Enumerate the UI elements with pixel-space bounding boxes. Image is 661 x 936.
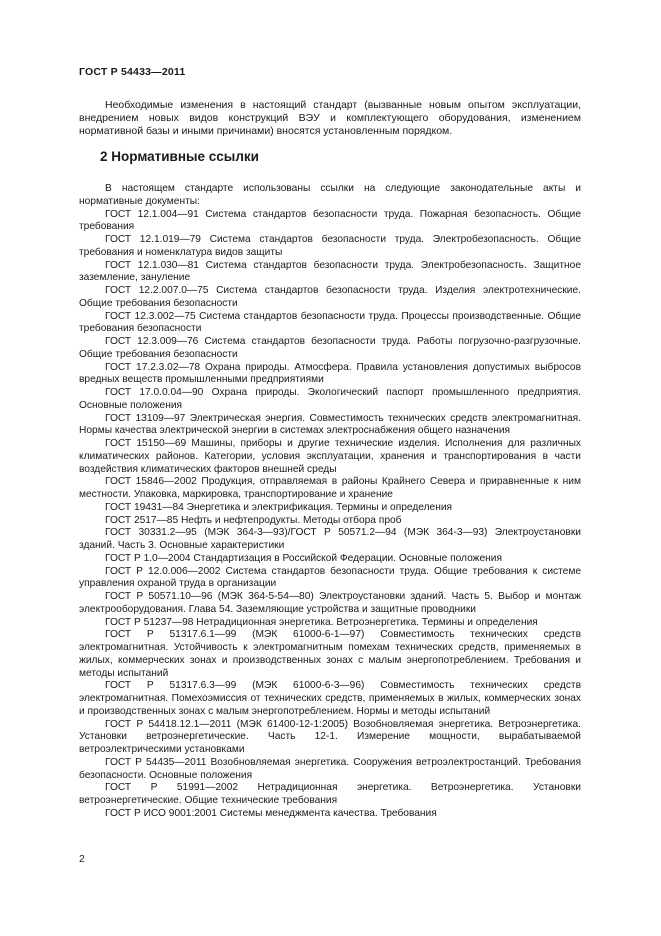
reference-item: ГОСТ Р 51317.6.1—99 (МЭК 61000-6-1—97) Совместимость технических средств электромагнитная. Устойчивость к электромагнитным помехам технических средств, применяемых в жилых, коммерческих зонах и производственных зонах с малым энергопотреблением. Требования и методы испытаний xyxy=(79,629,581,679)
reference-item: ГОСТ 15846—2002 Продукция, отправляемая в районы Крайнего Севера и приравненные к ним местности. Упаковка, маркировка, транспортирование и хранение xyxy=(79,476,581,500)
reference-item: ГОСТ Р 1.0—2004 Стандартизация в Российской Федерации. Основные положения xyxy=(105,552,502,564)
references-lead: В настоящем стандарте использованы ссылки на следующие законодательные акты и нормативные документы: xyxy=(79,183,581,207)
reference-item: ГОСТ 12.1.004—91 Система стандартов безопасности труда. Пожарная безопасность. Общие требования xyxy=(79,208,581,233)
reference-item: ГОСТ 30331.2—95 (МЭК 364-3—93)/ГОСТ Р 50571.2—94 (МЭК 364-3—93) Электроустановки зданий. Часть 3. Основные характеристики xyxy=(79,527,581,551)
reference-item: ГОСТ 17.0.0.04—90 Охрана природы. Экологический паспорт промышленного предприятия. Основные положения xyxy=(79,387,581,411)
reference-item: ГОСТ 12.2.007.0—75 Система стандартов безопасности труда. Изделия электротехнические. Общие требования безопасности xyxy=(79,285,581,309)
reference-item: ГОСТ 19431—84 Энергетика и электрификация. Термины и определения xyxy=(105,501,453,513)
page-number: 2 xyxy=(79,853,85,865)
reference-item: ГОСТ Р 54435—2011 Возобновляемая энергетика. Сооружения ветроэлектростанций. Требования безопасности. Основные положения xyxy=(79,756,581,781)
reference-item: ГОСТ Р 54418.12.1—2011 (МЭК 61400-12-1:2005) Возобновляемая энергетика. Ветроэнергетика. Установки ветроэнергетические. Часть 12-1. Измерение мощности, вырабатываемой ветроэлектрическими установками xyxy=(79,718,581,755)
normative-references xyxy=(79,183,581,821)
reference-item: ГОСТ 12.3.002—75 Система стандартов безопасности труда. Процессы производственные. Общие требования безопасности xyxy=(79,310,581,335)
reference-item: ГОСТ Р ИСО 9001:2001 Системы менеджмента качества. Требования xyxy=(105,807,437,819)
reference-item: ГОСТ 17.2.3.02—78 Охрана природы. Атмосфера. Правила установления допустимых выбросов вредных веществ промышленными предприятиями xyxy=(79,361,581,386)
reference-item: ГОСТ Р 12.0.006—2002 Система стандартов безопасности труда. Общие требования к системе управления охраной труда в организации xyxy=(79,565,581,590)
reference-item: ГОСТ 15150—69 Машины, приборы и другие технические изделия. Исполнения для различных климатических районов. Категории, условия эксплуатации, хранения и транспортирования в части воздействия климатических факторов внешней среды xyxy=(79,438,581,475)
reference-item: ГОСТ 12.3.009—76 Система стандартов безопасности труда. Работы погрузочно-разгрузочные. Общие требования безопасности xyxy=(79,336,581,360)
intro-paragraph: Необходимые изменения в настоящий стандарт (вызванные новым опытом эксплуатации, внедрением новых видов конструкций ВЭУ и комплектующего оборудования, изменением нормативной базы и иными причинами) вносятся установленным порядком. xyxy=(79,99,581,138)
reference-item: ГОСТ Р 50571.10—96 (МЭК 364-5-54—80) Электроустановки зданий. Часть 5. Выбор и монтаж электрооборудования. Глава 54. Заземляющие устройства и защитные проводники xyxy=(79,591,581,615)
reference-item: ГОСТ 12.1.030—81 Система стандартов безопасности труда. Электробезопасность. Защитное заземление, зануление xyxy=(79,259,581,284)
reference-item: ГОСТ 2517—85 Нефть и нефтепродукты. Методы отбора проб xyxy=(105,514,402,526)
reference-item: ГОСТ Р 51317.6.3—99 (МЭК 61000-6-3—96) Совместимость технических средств электромагнитная. Помехоэмиссия от технических средств, применяемых в жилых, коммерческих зонах и производственных зонах с малым энергопотреблением. Нормы и методы испытаний xyxy=(79,680,581,717)
reference-item: ГОСТ Р 51991—2002 Нетрадиционная энергетика. Ветроэнергетика. Установки ветроэнергетические. Общие технические требования xyxy=(79,782,581,806)
section-title: 2 Нормативные ссылки xyxy=(100,149,259,164)
reference-item: ГОСТ 13109—97 Электрическая энергия. Совместимость технических средств электромагнитная. Нормы качества электрической энергии в системах электроснабжения общего назначения xyxy=(79,412,581,437)
reference-item: ГОСТ 12.1.019—79 Система стандартов безопасности труда. Электробезопасность. Общие требования и номенклатура видов защиты xyxy=(79,234,581,258)
standard-code-header: ГОСТ Р 54433—2011 xyxy=(79,66,186,78)
reference-item: ГОСТ Р 51237—98 Нетрадиционная энергетика. Ветроэнергетика. Термины и определения xyxy=(105,616,538,628)
